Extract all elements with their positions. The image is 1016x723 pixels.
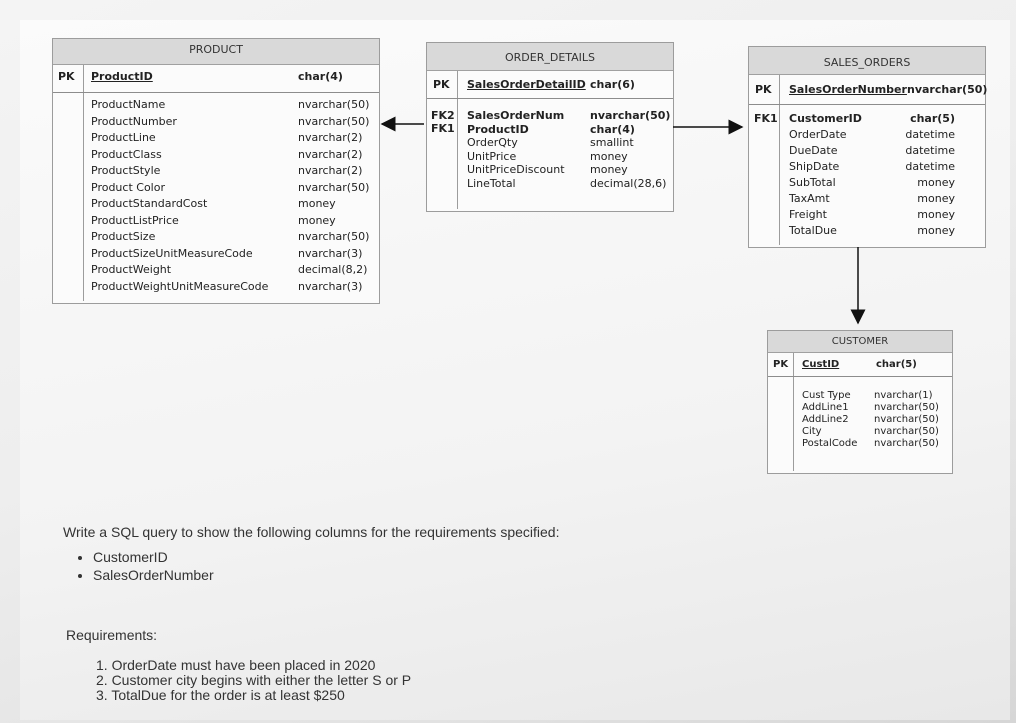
column-name: TaxAmt — [789, 192, 830, 205]
column-type: datetime — [905, 144, 955, 157]
column-name: ProductNumber — [91, 114, 177, 128]
column-name: Freight — [789, 208, 827, 221]
column-name: AddLine1 — [802, 402, 849, 413]
pk-column-type: char(6) — [590, 78, 635, 91]
column-type: money — [298, 197, 336, 210]
column-type: nvarchar(2) — [298, 164, 363, 177]
column-name: ProductClass — [91, 147, 162, 161]
column-name: ProductSize — [91, 230, 156, 243]
column-type: nvarchar(2) — [298, 147, 363, 161]
fk-label: FK2 — [431, 109, 455, 122]
pk-column-type: char(4) — [298, 70, 343, 83]
column-type: nvarchar(50) — [298, 180, 370, 194]
pk-column-name: ProductID — [91, 70, 153, 83]
pk-label: PK — [58, 70, 75, 83]
column-type: nvarchar(50) — [874, 426, 939, 437]
column-name: SalesOrderNum — [467, 109, 565, 122]
column-name: ProductStyle — [91, 164, 161, 177]
pk-column-name: CustID — [802, 359, 840, 370]
table-title: PRODUCT — [53, 39, 379, 65]
column-type: nvarchar(50) — [874, 414, 939, 425]
column-name: ProductWeightUnitMeasureCode — [91, 279, 269, 293]
list-item: • SalesOrderNumber — [93, 566, 559, 584]
pk-label: PK — [773, 359, 789, 370]
column-type: money — [917, 224, 955, 237]
column-name: ShipDate — [789, 160, 840, 173]
column-name: ProductName — [91, 98, 166, 111]
column-type: smallint — [590, 136, 634, 149]
column-type: nvarchar(50) — [874, 402, 939, 413]
column-type: nvarchar(3) — [298, 279, 363, 293]
column-name: DueDate — [789, 144, 838, 157]
column-type: decimal(28,6) — [590, 176, 667, 190]
column-type: nvarchar(50) — [298, 230, 370, 243]
pk-column-type: nvarchar(50) — [907, 83, 988, 96]
table-title: SALES_ORDERS — [749, 47, 985, 75]
column-name: OrderQty — [467, 136, 518, 149]
column-name: ProductLine — [91, 131, 156, 144]
column-type: nvarchar(3) — [298, 246, 363, 260]
pk-label: PK — [755, 83, 772, 96]
column-type: nvarchar(1) — [874, 390, 933, 401]
column-name: AddLine2 — [802, 414, 849, 425]
question-prompt: Write a SQL query to show the following columns for the requirements specified: — [63, 524, 560, 540]
column-type: decimal(8,2) — [298, 263, 368, 276]
fk-label: FK1 — [431, 122, 455, 135]
column-type: nvarchar(50) — [874, 438, 939, 449]
pk-label: PK — [433, 78, 450, 91]
column-type: nvarchar(50) — [298, 98, 370, 111]
column-type: money — [590, 163, 628, 176]
column-name: TotalDue — [789, 224, 837, 237]
list-item: 2. Customer city begins with either the letter S or P — [96, 672, 412, 688]
column-name: OrderDate — [789, 128, 847, 141]
column-name: LineTotal — [467, 176, 516, 190]
column-type: money — [917, 208, 955, 221]
table-title: CUSTOMER — [768, 331, 952, 353]
column-name: Product Color — [91, 180, 165, 194]
column-name: SubTotal — [789, 176, 836, 189]
requirements-list — [96, 658, 411, 703]
column-type: money — [917, 192, 955, 205]
column-type: nvarchar(50) — [590, 109, 671, 122]
column-type: datetime — [905, 128, 955, 141]
required-columns-list — [63, 548, 559, 584]
column-name: ProductID — [467, 122, 529, 136]
column-type: money — [917, 176, 955, 189]
pk-column-name: SalesOrderNumber — [789, 83, 907, 96]
column-type: nvarchar(2) — [298, 131, 363, 144]
column-name: UnitPrice — [467, 149, 517, 163]
column-type: money — [590, 149, 628, 163]
column-type: datetime — [905, 160, 955, 173]
fk-label: FK1 — [754, 112, 778, 125]
pk-column-name: SalesOrderDetailID — [467, 78, 586, 91]
requirements-title: Requirements: — [66, 627, 158, 643]
column-name: ProductSizeUnitMeasureCode — [91, 246, 253, 260]
table-title: ORDER_DETAILS — [427, 43, 673, 71]
column-type: money — [298, 213, 336, 227]
list-item: 1. OrderDate must have been placed in 2020 — [96, 657, 376, 673]
column-type: char(5) — [910, 112, 955, 125]
list-item: • CustomerID — [93, 548, 559, 566]
column-name: UnitPriceDiscount — [467, 163, 565, 176]
list-item: 3. TotalDue for the order is at least $250 — [96, 687, 345, 703]
column-type: nvarchar(50) — [298, 114, 370, 128]
column-name: CustomerID — [789, 112, 862, 125]
column-name: ProductListPrice — [91, 213, 179, 227]
pk-column-type: char(5) — [876, 359, 917, 370]
column-name: Cust Type — [802, 390, 851, 401]
column-name: ProductStandardCost — [91, 197, 208, 210]
column-type: char(4) — [590, 122, 635, 136]
column-name: City — [802, 426, 822, 437]
column-name: PostalCode — [802, 438, 858, 449]
question-block — [63, 524, 559, 584]
column-name: ProductWeight — [91, 263, 172, 276]
